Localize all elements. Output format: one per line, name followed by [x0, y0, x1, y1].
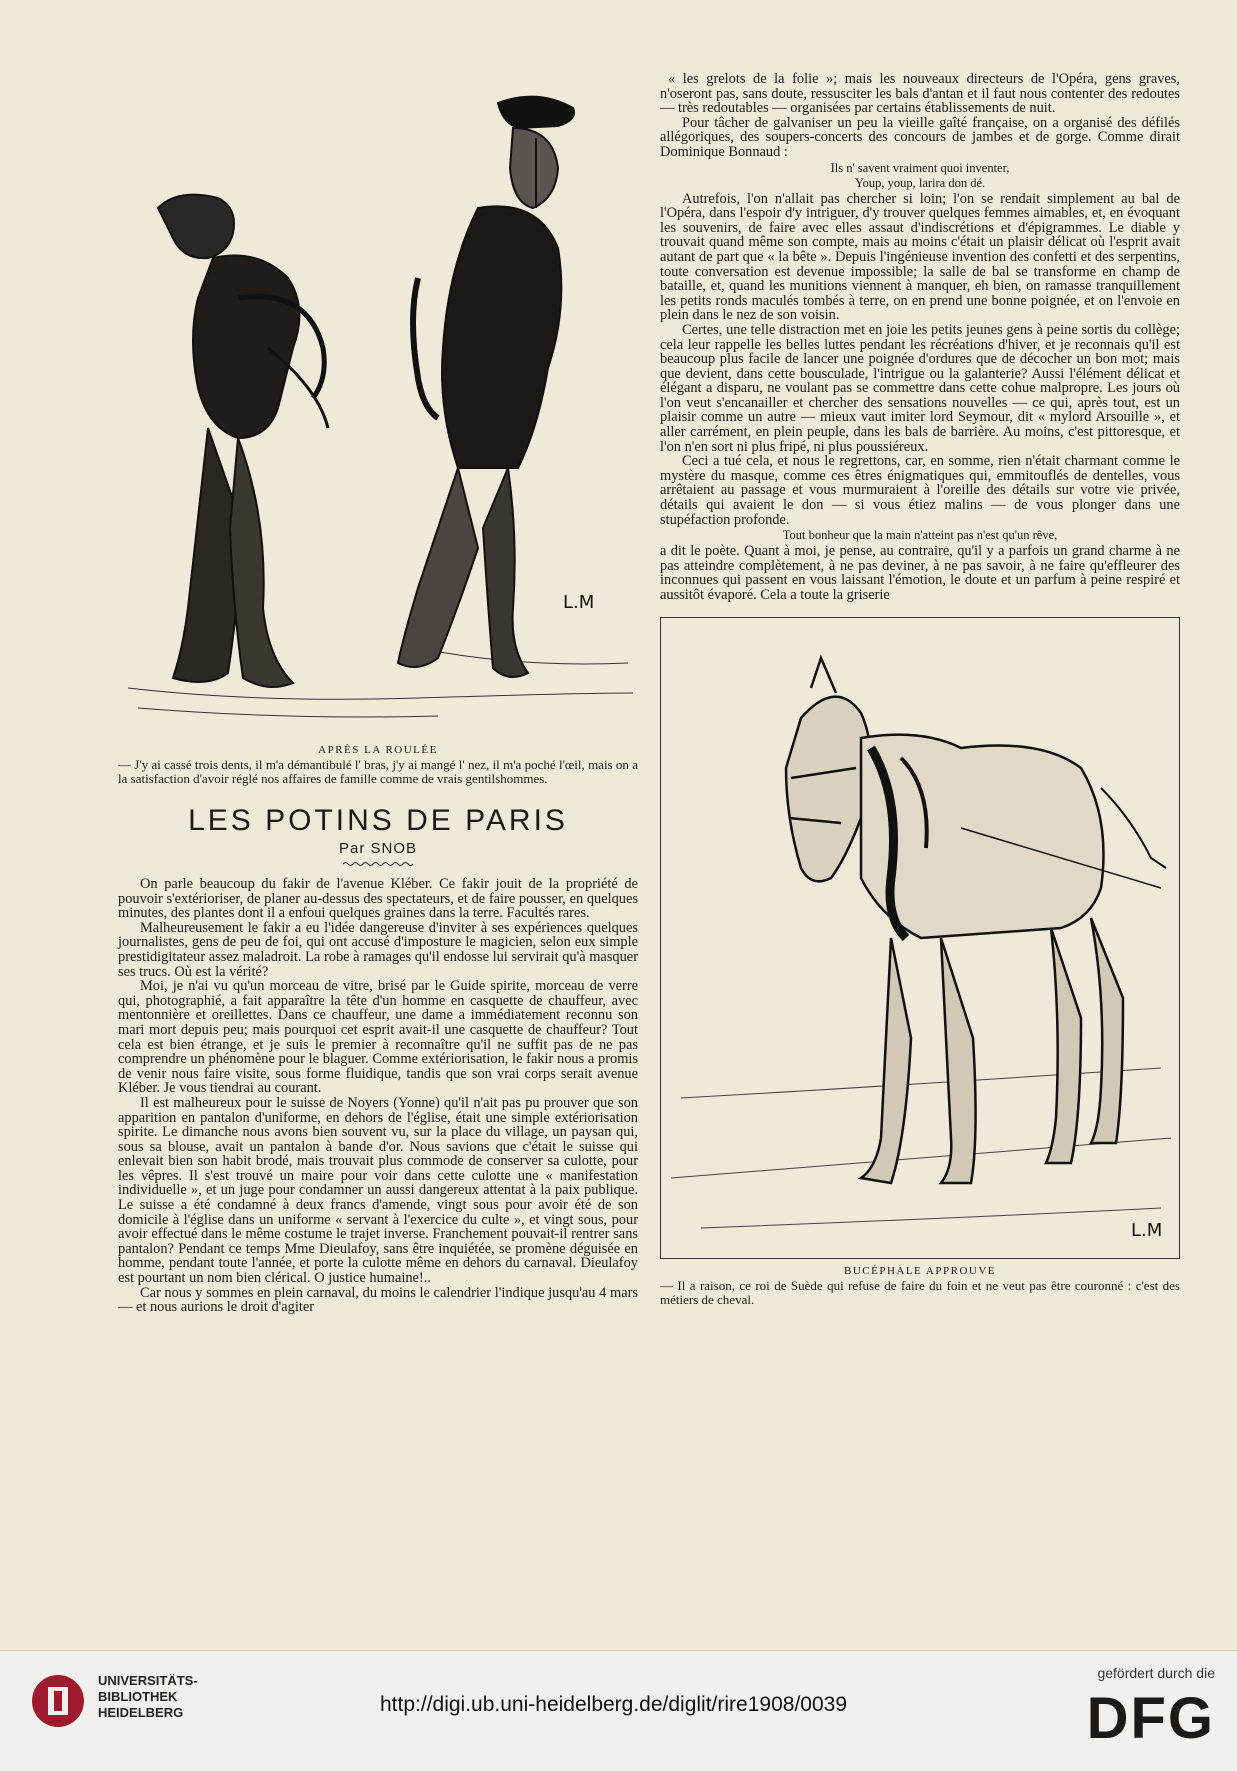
- university-seal-icon: [28, 1673, 88, 1729]
- signature-lm-1: L.M: [563, 592, 595, 613]
- two-men-drawing: [118, 48, 638, 738]
- horse-drawing: [661, 618, 1179, 1258]
- article-paragraph: Autrefois, l'on n'allait pas chercher si loin; l'on se rendait simplement au bal de l'Opéra, dans l'espoir d'y intriguer, d'y trouver quelques femmes aimables, et, en évoquant les souvenirs, de faire avec elles assaut d'indiscrétions et d'épigrammes. Le diable y trouvait quand même son compte, mais au moins c'était un plaisir délicat où l'esprit avait autant de part que « la bête ». Depuis l'ingénieuse invention des confetti et des serpentins, toute conversation est devenue impossible; la salle de bal se transforme en champ de bataille, et, quand les munitions viennent à manquer, eh bien, on ramasse tranquillement les petits ronds maculés tombés à terre, on en prend une bonne poignée, et on l'envoie en plein dans le nez de son voisin.: [660, 190, 1180, 324]
- wavy-rule: [343, 861, 413, 867]
- dfg-logo: DFG: [1086, 1686, 1215, 1751]
- signature-lm-2: L.M: [1131, 1219, 1163, 1241]
- article-paragraph: On parle beaucoup du fakir de l'avenue Kléber. Ce fakir jouit de la propriété de pouvoir s'extérioriser, de planer au-dessus des spectateurs, et de faire pousser, en quelques minutes, des plantes dont il a enfoui quelques graines dans la terre. Facultés rares.: [118, 876, 638, 922]
- institution-name: UNIVERSITÄTS- BIBLIOTHEK HEIDELBERG: [98, 1673, 198, 1720]
- illustration-bucephale: [660, 617, 1180, 1259]
- caption-title-1: APRÈS LA ROULÉE: [318, 744, 438, 756]
- caption-title-2: BUCÉPHALE APPROUVE: [844, 1264, 996, 1277]
- article-paragraph: Moi, je n'ai vu qu'un morceau de vitre, brisé par le Guide spirite, morceau de verre qui, photographié, a fait apparaître la tête d'un homme en casquette de chauffeur, avec mentonnière et oreillettes. Dans ce chauffeur, une dame a immédiatement reconnu son mari mort depuis peu; mais pourquoi cet esprit avait-il une casquette de chauffeur? Tout cela est bien étrange, et je suis le premier à reconnaître qu'il ne suffit pas de ne pas comprendre un phénomène pour le blaguer. Comme extériorisation, le fakir nous a promis de venir nous faire visite, sous forme fluidique, tandis que son vrai corps serait avenue Kléber. Je vous tiendrai au courant.: [118, 978, 638, 1097]
- article-paragraph: Car nous y sommes en plein carnaval, du moins le calendrier l'indique jusqu'au 4 mars — et nous aurions le droit d'agiter: [118, 1284, 638, 1316]
- caption-text-2: — Il a raison, ce roi de Suède qui refuse de faire du foin et ne veut pas être couronné : c'est des métiers de cheval.: [660, 1277, 1180, 1307]
- article-paragraph: « les grelots de la folie »; mais les nouveaux directeurs de l'Opéra, gens graves, n'oseront pas, sans doute, ressusciter les bals d'antan et il faut nous contenter des redoutes — très redoutables — organisées par certains établissements de nuit.: [660, 71, 1180, 117]
- article-paragraph: Pour tâcher de galvaniser un peu la vieille gaîté française, on a organisé des défilés allégoriques, des soupers-concerts des concours de jambes et de gorge. Comme dirait Dominique Bonnaud :: [660, 114, 1180, 160]
- digitization-footer: [0, 1650, 1237, 1771]
- article-paragraph: Malheureusement le fakir a eu l'idée dangereuse d'inviter à ses expériences quelques journalistes, gens de peu de foi, qui ont accusé d'imposture le magicien, selon eux simple prestidigitateur assez maladroit. La robe à ramages qu'il endosse lui servirait qu'à masquer ses trucs. Où est la vérité?: [118, 919, 638, 980]
- verse-line: Youp, youp, larira don dé.: [854, 175, 986, 190]
- article-paragraph: a dit le poète. Quant à moi, je pense, au contraire, qu'il y a parfois un grand charme à ne pas atteindre complètement, à ne pas deviner, à ne pas savoir, à ne faire qu'effleurer des inconnues qui passent en vous laissant l'émotion, le doute et un parfum à peine respiré et aussitôt évaporé. Cela a toute la griserie: [660, 543, 1180, 603]
- right-column: [660, 72, 1180, 1307]
- article-paragraph: Ceci a tué cela, et nous le regrettons, car, en somme, rien n'était charmant comme le mystère du masque, comme ces êtres énigmatiques qui, emmitouflés de dentelles, vous arrêtaient au passage et vous murmuraient à l'oreille des détails sur votre vie privée, détails qui avaient le don — si vous étiez malins — de vous plonger dans une stupéfaction profonde.: [660, 453, 1180, 528]
- caption-text-1: — J'y ai cassé trois dents, il m'a démantibulé l' bras, j'y ai mangé l' nez, il m'a poché l'œil, mais on a la satisfaction d'avoir réglé nos affaires de famille comme de vrais gentilshommes.: [118, 757, 638, 786]
- permalink-url[interactable]: http://digi.ub.uni-heidelberg.de/diglit/rire1908/0039: [380, 1693, 847, 1716]
- verse-line: Tout bonheur que la main n'atteint pas n'est qu'un rêve,: [782, 528, 1058, 543]
- left-column: [118, 48, 638, 1315]
- funded-by-label: gefördert durch die: [1097, 1665, 1215, 1681]
- illustration-apres-la-roulee: [118, 48, 638, 738]
- article-title: LES POTINS DE PARIS: [188, 804, 568, 837]
- verse-line: Ils n' savent vraiment quoi inventer,: [830, 160, 1010, 175]
- article-paragraph: Il est malheureux pour le suisse de Noyers (Yonne) qu'il n'ait pas pu prouver que son apparition en pantalon d'uniforme, en dehors de l'église, était une simple extériorisation spirite. Le dimanche nous avons bien souvent vu, sur la place du village, un paysan qui, sous sa blouse, avait un pantalon à bande d'or. Nous savions que c'était le suisse qui enlevait bien son habit brodé, mais trouvait plus commode de conserver sa culotte, pour les vêpres. Il s'est trouvé un maire pour voir dans cette culotte une « manifestation individuelle », et un juge pour condamner un aussi dangereux attentat à la paix publique. Le suisse a été condamné à deux francs d'amende, vingt sous pour avoir été de son domicile à l'église dans un uniforme « servant à l'exercice du culte », et vingt sous, pour avoir effectué dans le même costume le trajet inverse. Franchement pouvait-il rentrer sans pantalon? Pendant ce temps Mme Dieulafoy, sans être inquiétée, se promène déguisée en homme, pendant toute l'année, et porte la culotte même en dehors du carnaval. Dieulafoy est pourtant un nom bien clérical. O justice humaine!..: [118, 1094, 638, 1287]
- article-byline: Par SNOB: [338, 840, 418, 857]
- article-paragraph: Certes, une telle distraction met en joie les petits jeunes gens à peine sortis du collège; cela leur rappelle les belles luttes pendant les récréations d'hiver, et je reconnais qu'il est beaucoup plus facile de lancer une poignée d'ordures que de décocher un bon mot; mais que devient, dans cette bousculade, l'intrigue ou la galanterie? Aussi l'élément délicat et élégant a disparu, ne voulant pas se commettre dans cette cohue malpropre. Les jours où l'on veut s'encanailler et chercher des sensations nouvelles — ce qui, après tout, est un plaisir comme un autre — mieux vaut imiter lord Seymour, dit « mylord Arsouille », et aller carrément, en plein peuple, dans les bals de barrière. Au moins, c'est pittoresque, et l'on n'en sort ni plus fripé, ni plus poussiéreux.: [660, 321, 1180, 455]
